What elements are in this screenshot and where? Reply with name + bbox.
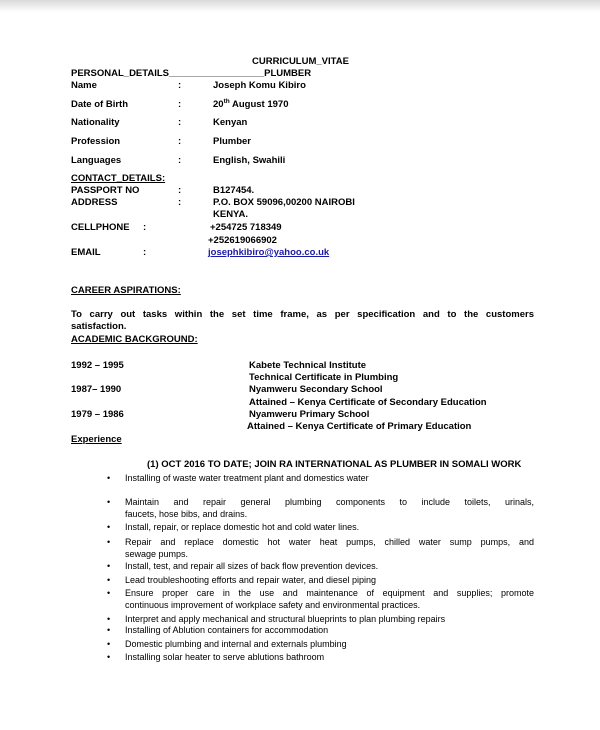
experience-heading: Experience (71, 434, 122, 445)
colon: : (143, 222, 147, 233)
nationality-value: Kenyan (213, 117, 248, 128)
bullet-icon: • (107, 473, 111, 483)
bullet-icon: • (107, 625, 111, 635)
dob-value: 20th August 1970 (213, 97, 289, 110)
duty-item-continued: faucets, hose bibs, and drains. (125, 509, 248, 519)
duty-item: Install, repair, or replace domestic hot and cold water lines. (125, 522, 360, 532)
duty-item: Interpret and apply mechanical and structural blueprints to plan plumbing repairs (125, 614, 446, 624)
duty-item-continued: sewage pumps. (125, 549, 189, 559)
academic-years: 1979 – 1986 (71, 409, 124, 420)
bullet-icon: • (107, 588, 111, 598)
colon: : (178, 185, 182, 196)
academic-qualification: Attained – Kenya Certificate of Primary Education (247, 421, 472, 432)
duty-item: Installing of Ablution containers for accommodation (125, 625, 329, 635)
email-label: EMAIL (71, 247, 101, 258)
bullet-icon: • (107, 639, 111, 649)
colon: : (178, 117, 182, 128)
academic-qualification: Technical Certificate in Plumbing (249, 372, 399, 383)
cellphone-1: +254725 718349 (210, 222, 282, 233)
bullet-icon: • (107, 561, 111, 571)
bullet-icon: • (107, 614, 111, 624)
name-value: Joseph Komu Kibiro (213, 80, 306, 91)
academic-years: 1987– 1990 (71, 384, 122, 395)
career-aspirations-heading: CAREER ASPIRATIONS: (71, 285, 181, 296)
languages-label: Languages (71, 155, 122, 166)
cellphone-label: CELLPHONE (71, 222, 130, 233)
duty-item: Domestic plumbing and internal and externals plumbing (125, 639, 347, 649)
bullet-icon: • (107, 652, 111, 662)
academic-school: Nyamweru Primary School (249, 409, 370, 420)
email-link[interactable]: josephkibiro@yahoo.co.uk (208, 247, 330, 258)
languages-value: English, Swahili (213, 155, 286, 166)
contact-details-heading: CONTACT_DETAILS: (71, 173, 166, 184)
bullet-icon: • (107, 522, 111, 532)
address-label: ADDRESS (71, 197, 118, 208)
colon: : (143, 247, 147, 258)
academic-school: Nyamweru Secondary School (249, 384, 383, 395)
duty-item: Lead troubleshooting efforts and repair water, and diesel piping (125, 575, 377, 585)
passport-value: B127454. (213, 185, 255, 196)
duty-item: Installing of waste water treatment plant and domestics water (125, 473, 369, 483)
job-title: (1) OCT 2016 TO DATE; JOIN RA INTERNATIONAL AS PLUMBER IN SOMALI WORK (147, 459, 522, 470)
colon: : (178, 155, 182, 166)
colon: : (178, 80, 182, 91)
duty-item: Repair and replace domestic hot water heat pumps, chilled water sump pumps, and (125, 537, 534, 547)
name-label: Name (71, 80, 97, 91)
bullet-icon: • (107, 497, 111, 507)
duty-item: Install, test, and repair all sizes of back flow prevention devices. (125, 561, 379, 571)
career-text-line-2: satisfaction. (71, 321, 127, 332)
academic-years: 1992 – 1995 (71, 360, 124, 371)
cellphone-2: +252619066902 (208, 235, 277, 246)
address-line-2: KENYA. (213, 209, 249, 220)
cv-title: CURRICULUM_VITAE (252, 56, 349, 67)
academic-school: Kabete Technical Institute (249, 360, 367, 371)
duty-item: Maintain and repair general plumbing components to include toilets, urinals, (125, 497, 534, 507)
dob-label: Date of Birth (71, 99, 128, 110)
duty-item: Ensure proper care in the use and maintenance of equipment and supplies; promote (125, 588, 534, 598)
page-top-shadow (0, 0, 600, 12)
personal-details-heading: PERSONAL_DETAILS__________________PLUMBER (71, 68, 312, 79)
career-text-line-1: To carry out tasks within the set time frame, as per specification and to the customers (71, 309, 534, 320)
duty-item: Installing solar heater to serve ablutions bathroom (125, 652, 325, 662)
academic-background-heading: ACADEMIC BACKGROUND: (71, 334, 198, 345)
colon: : (178, 136, 182, 147)
address-line-1: P.O. BOX 59096,00200 NAIROBI (213, 197, 355, 208)
nationality-label: Nationality (71, 117, 120, 128)
duty-item-continued: continuous improvement of workplace safety and environmental practices. (125, 600, 421, 610)
bullet-icon: • (107, 575, 111, 585)
passport-label: PASSPORT NO (71, 185, 140, 196)
colon: : (178, 99, 182, 110)
colon: : (178, 197, 182, 208)
profession-label: Profession (71, 136, 121, 147)
profession-value: Plumber (213, 136, 252, 147)
bullet-icon: • (107, 537, 111, 547)
academic-qualification: Attained – Kenya Certificate of Secondary Education (249, 397, 487, 408)
